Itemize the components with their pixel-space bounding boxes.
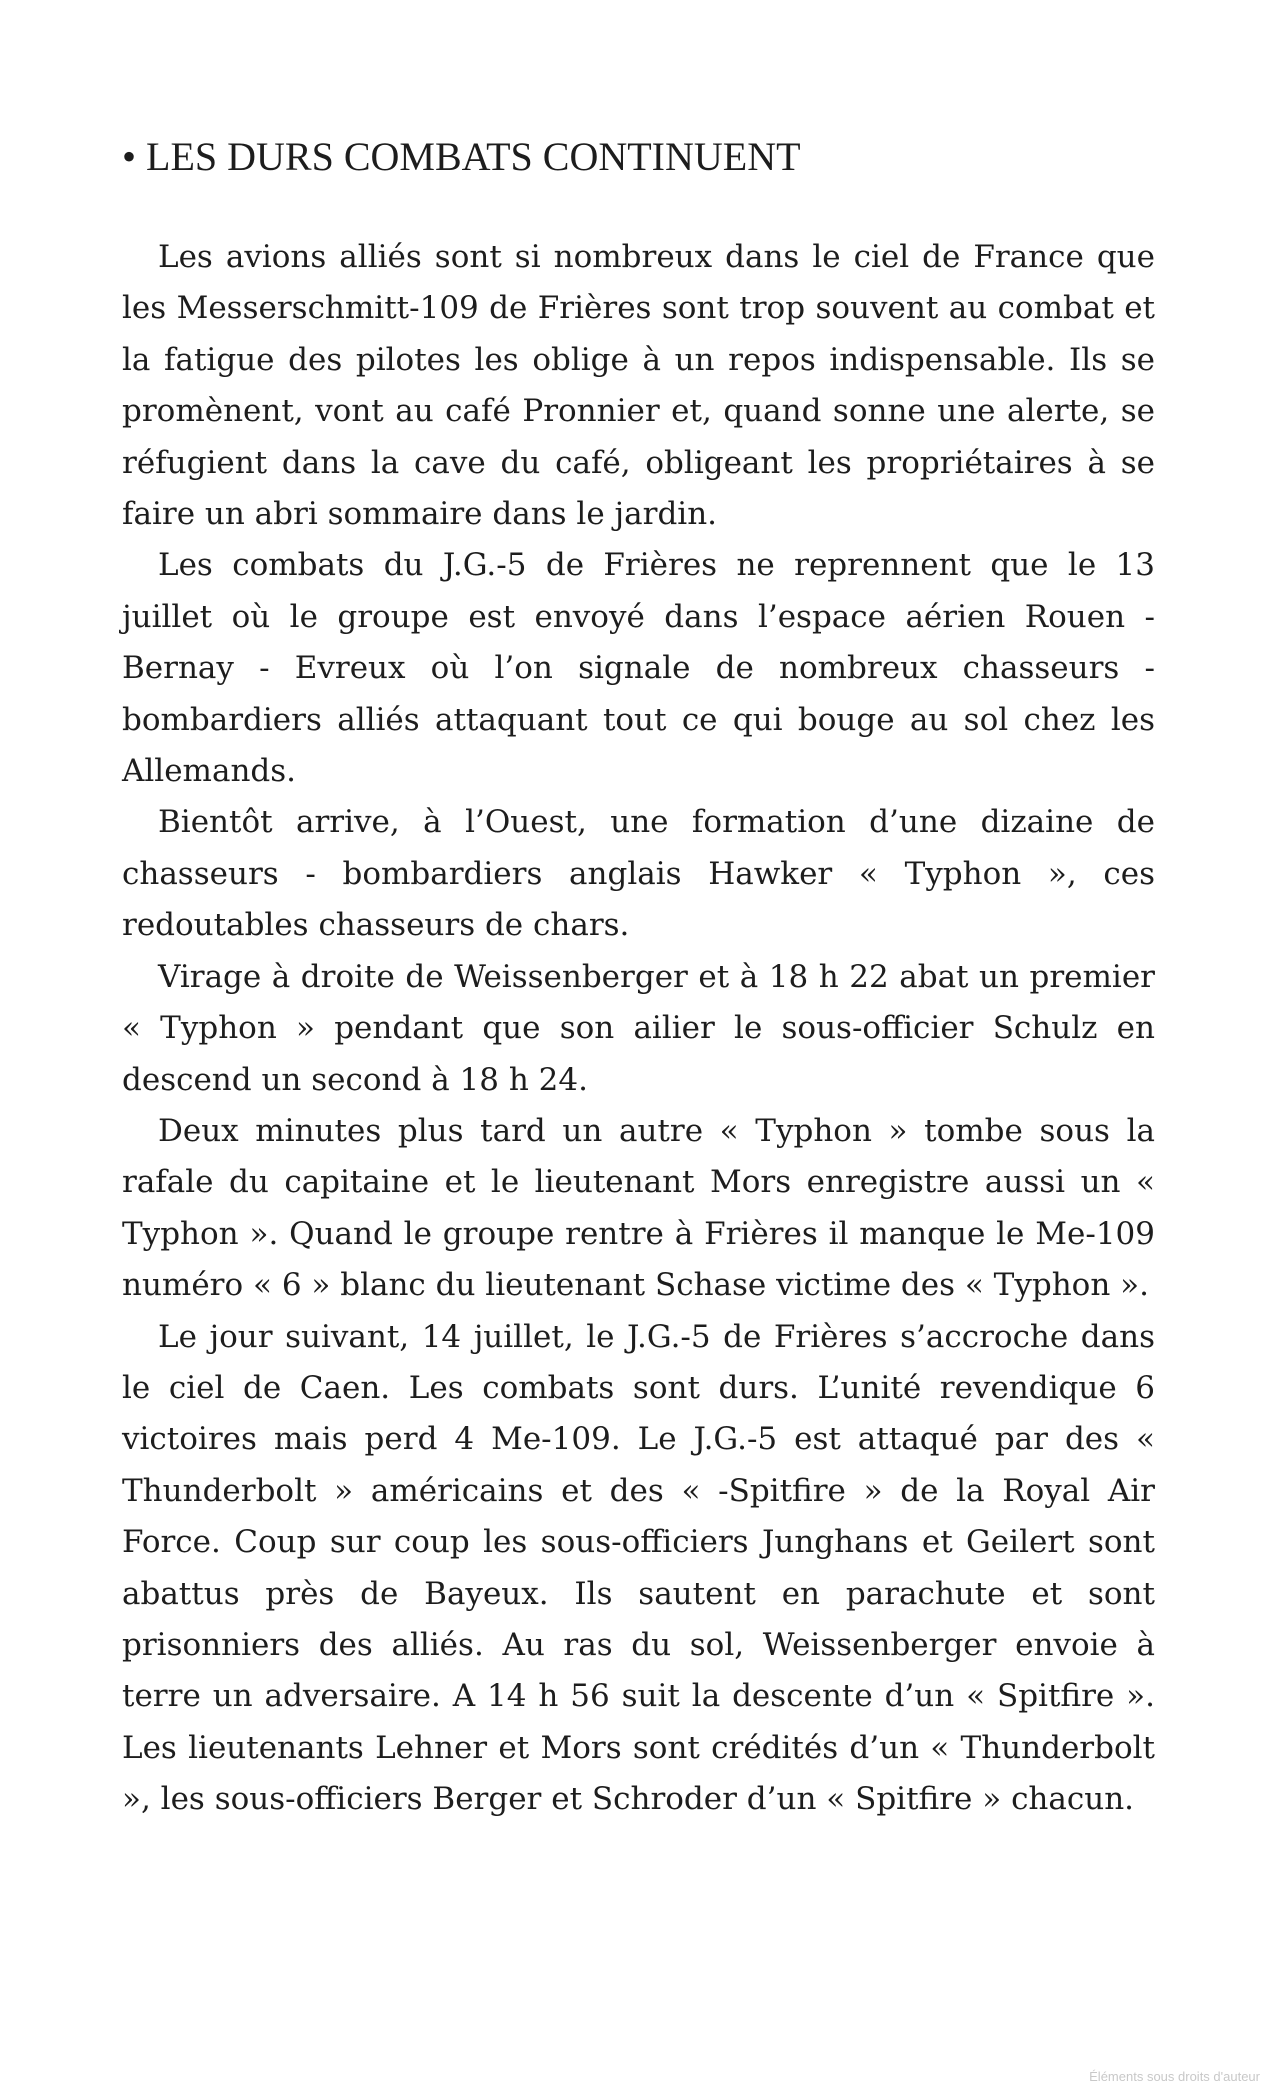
section-heading xyxy=(122,130,1155,184)
paragraph: Virage à droite de Weissenberger et à 18 h 22 abat un premier « Typhon » pendant que son ailier le sous-officier Schulz en descend un second à 18 h 24. xyxy=(122,958,1155,1098)
bullet-icon: • xyxy=(122,134,137,179)
paragraph: Bientôt arrive, à l’Ouest, une formation d’une dizaine de chasseurs - bombardiers anglais Hawker « Typhon », ces redoutables chasseurs de chars. xyxy=(122,804,1155,944)
section-title: LES DURS COMBATS CONTINUENT xyxy=(146,134,801,179)
paragraph: Deux minutes plus tard un autre « Typhon » tombe sous la rafale du capitaine et le lieutenant Mors enregistre aussi un « Typhon ». Quand le groupe rentre à Frières il manque le Me-109 numéro « 6 » blanc du lieutenant Schase victime des « Typhon ». xyxy=(122,1112,1155,1304)
page-content xyxy=(122,130,1155,1826)
body-text xyxy=(122,232,1155,1826)
paragraph: Le jour suivant, 14 juillet, le J.G.-5 de Frières s’accroche dans le ciel de Caen. Les combats sont durs. L’unité revendique 6 victoires mais perd 4 Me-109. Le J.G.-5 est attaqué par des « Thunderbolt » américains et des « -Spitfire » de la Royal Air Force. Coup sur coup les sous-officiers Junghans et Geilert sont abattus près de Bayeux. Ils sautent en parachute et sont prisonniers des alliés. Au ras du sol, Weissenberger envoie à terre un adversaire. A 14 h 56 suit la descente d’un « Spitfire ». Les lieutenants Lehner et Mors sont crédités d’un « Thunderbolt », les sous-officiers Berger et Schroder d’un « Spitfire » chacun. xyxy=(122,1318,1155,1818)
copyright-watermark: Éléments sous droits d'auteur xyxy=(1089,2069,1260,2084)
paragraph: Les combats du J.G.-5 de Frières ne reprennent que le 13 juillet où le groupe est envoyé dans l’espace aérien Rouen - Bernay - Evreux où l’on signale de nombreux chasseurs - bombardiers alliés attaquant tout ce qui bouge au sol chez les Allemands. xyxy=(122,547,1155,790)
paragraph: Les avions alliés sont si nombreux dans le ciel de France que les Messerschmitt-109 de Frières sont trop souvent au combat et la fatigue des pilotes les oblige à un repos indispensable. Ils se promènent, vont au café Pronnier et, quand sonne une alerte, se réfugient dans la cave du café, obligeant les propriétaires à se faire un abri sommaire dans le jardin. xyxy=(122,239,1155,533)
